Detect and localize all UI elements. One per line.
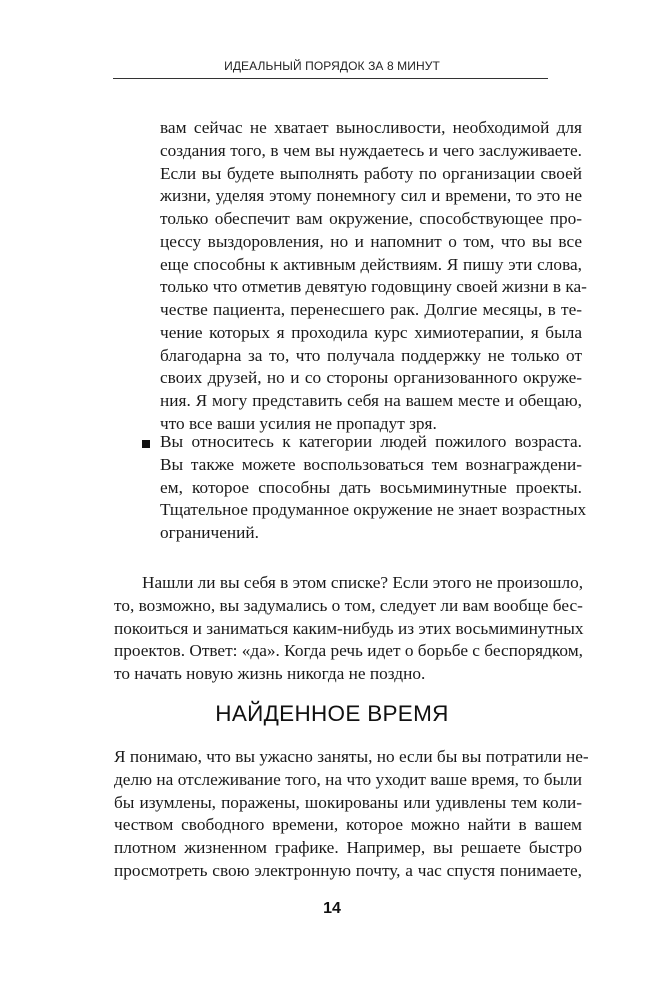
list-item-continued (160, 117, 587, 436)
text-line: чение которых я проходила курс химиотерапии, я была (160, 322, 582, 342)
text-line: только что отметив девятую годовщину своей жизни в ка- (160, 277, 587, 297)
text-line: то, возможно, вы задумались о том, следует ли вам вообще бес- (114, 595, 583, 615)
text-line: вам сейчас не хватает выносливости, необходимой для (160, 118, 582, 137)
text-line: еще способны к активным действиям. Я пишу эти слова, (160, 254, 582, 274)
page-number: 14 (323, 900, 341, 917)
text-line: только обеспечит вам окружение, способствующее про- (160, 209, 582, 228)
text-line: ем, которое способны дать восьмиминутные проекты. (160, 477, 582, 497)
section-heading: НАЙДЕННОЕ ВРЕМЯ (215, 701, 449, 726)
text-line: просмотреть свою электронную почту, а час спустя понимаете, (114, 860, 582, 880)
text-line: ния. Я могу представить себя на вашем месте и обещаю, (160, 391, 582, 410)
body-paragraph (114, 572, 582, 686)
body-paragraph (114, 746, 589, 883)
text-line: Нашли ли вы себя в этом списке? Если этого не произошло, (142, 573, 584, 592)
text-line: бы изумлены, поражены, шокированы или удивлены тем коли- (114, 792, 582, 812)
running-head: ИДЕАЛЬНЫЙ ПОРЯДОК ЗА 8 МИНУТ (224, 59, 440, 73)
header-rule (113, 78, 548, 79)
text-line: плотном жизненном графике. Например, вы решаете быстро (114, 838, 582, 857)
text-line: ограничений. (160, 523, 259, 542)
text-line: то начать новую жизнь никогда не поздно. (114, 664, 426, 683)
bullet-icon (142, 440, 150, 448)
text-line: цессу выздоровления, но и напомнит о том, что вы все (160, 231, 582, 251)
text-line: своих друзей, но и со стороны организованного окруже- (160, 368, 582, 388)
text-line: что все ваши усилия не пропадут зря. (160, 413, 437, 433)
list-item-bullet (160, 431, 587, 545)
text-line: благодарна за то, что получала поддержку не только от (160, 345, 582, 365)
text-line: делю на отслеживание того, на что уходит ваше время, то были (114, 769, 582, 789)
text-line: Вы относитесь к категории людей пожилого возраста. (160, 432, 582, 451)
text-line: честве пациента, перенесшего рак. Долгие месяцы, в те- (160, 300, 582, 319)
text-line: Я понимаю, что вы ужасно заняты, но если бы вы потратили не- (114, 747, 589, 766)
text-line: создания того, в чем вы нуждаетесь и чего заслуживаете. (160, 140, 582, 160)
text-line: проектов. Ответ: «да». Когда речь идет о борьбе с беспорядком, (114, 641, 583, 661)
text-line: жизни, уделяя этому понемногу сил и времени, то это не (160, 186, 582, 206)
text-line: Тщательное продуманное окружение не знает возрастных (160, 500, 587, 520)
text-line: Если вы будете выполнять работу по организации своей (160, 163, 582, 183)
text-line: покоиться и заниматься каким-нибудь из этих восьмиминутных (114, 618, 584, 638)
text-line: чеством свободного времени, которое можно найти в вашем (114, 815, 582, 835)
text-line: Вы также можете воспользоваться тем вознаграждени- (160, 454, 582, 474)
